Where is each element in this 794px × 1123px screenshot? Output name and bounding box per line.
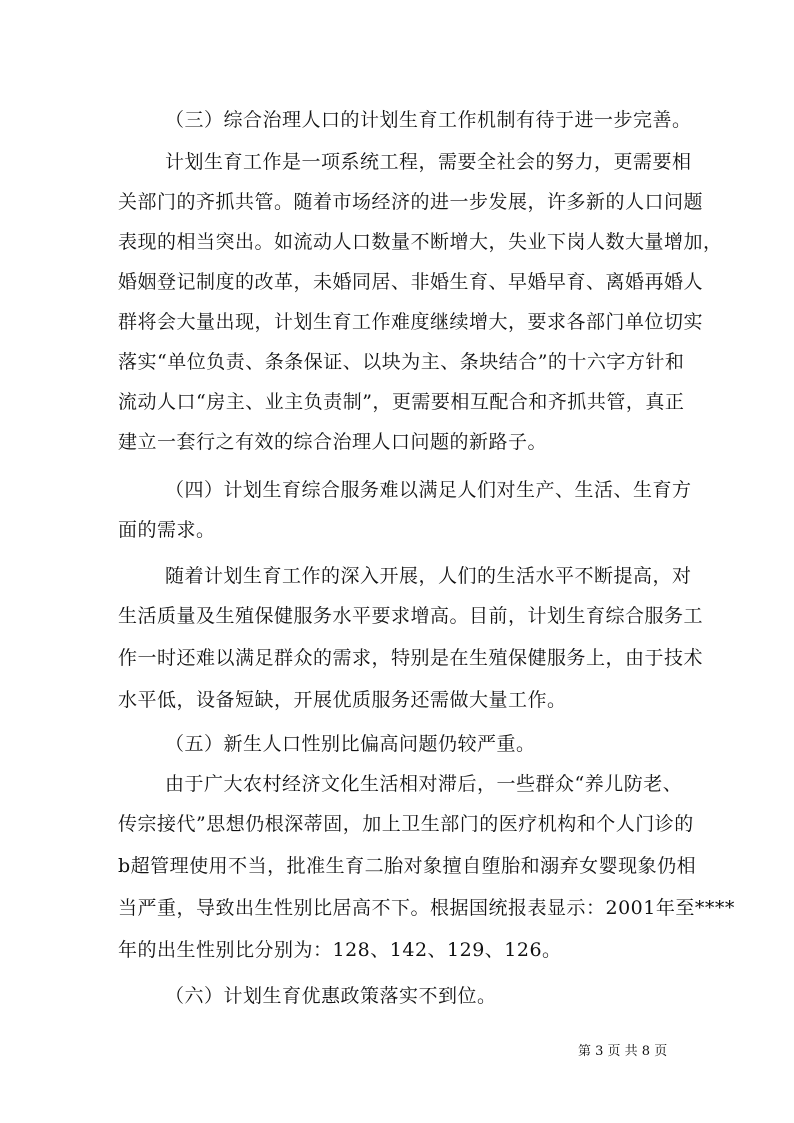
paragraph-line: 作一时还难以满足群众的需求，特别是在生殖保健服务上，由于技术 bbox=[118, 647, 704, 669]
paragraph-line: 随着计划生育工作的深入开展，人们的生活水平不断提高，对 bbox=[165, 565, 692, 587]
paragraph-line: 关部门的齐抓共管。随着市场经济的进一步发展，许多新的人口问题 bbox=[118, 191, 704, 213]
paragraph-line: 计划生育工作是一项系统工程，需要全社会的努力，更需要相 bbox=[165, 151, 692, 173]
paragraph-line: 当严重，导致出生性别比居高不下。根据国统报表显示：2001年至**** bbox=[118, 897, 735, 919]
paragraph-line: 年的出生性别比分别为：128、142、129、126。 bbox=[118, 939, 562, 961]
heading-3: （三）综合治理人口的计划生育工作机制有待于进一步完善。 bbox=[165, 109, 692, 131]
paragraph-line: b超管理使用不当，批准生育二胎对象擅自堕胎和溺弃女婴现象仍相 bbox=[118, 855, 697, 877]
paragraph-line: 群将会大量出现，计划生育工作难度继续增大，要求各部门单位切实 bbox=[118, 311, 704, 333]
paragraph-line: 由于广大农村经济文化生活相对滞后，一些群众“养儿防老、 bbox=[165, 773, 683, 795]
paragraph-line: 流动人口“房主、业主负责制”，更需要相互配合和齐抓共管，真正 bbox=[118, 391, 685, 413]
heading-4-continuation: 面的需求。 bbox=[118, 519, 216, 541]
paragraph-line: 表现的相当突出。如流动人口数量不断增大，失业下岗人数大量增加， bbox=[118, 231, 723, 253]
heading-5: （五）新生人口性别比偏高问题仍较严重。 bbox=[165, 733, 536, 755]
paragraph-line: 生活质量及生殖保健服务水平要求增高。目前，计划生育综合服务工 bbox=[118, 605, 704, 627]
paragraph-line: 落实“单位负责、条条保证、以块为主、条块结合”的十六字方针和 bbox=[118, 351, 685, 373]
heading-6: （六）计划生育优惠政策落实不到位。 bbox=[165, 985, 497, 1007]
paragraph-line: 水平低，设备短缺，开展优质服务还需做大量工作。 bbox=[118, 689, 567, 711]
heading-4: （四）计划生育综合服务难以满足人们对生产、生活、生育方 bbox=[165, 479, 692, 501]
paragraph-line: 婚姻登记制度的改革，未婚同居、非婚生育、早婚早育、离婚再婚人 bbox=[118, 271, 704, 293]
paragraph-line: 传宗接代”思想仍根深蒂固，加上卫生部门的医疗机构和个人门诊的 bbox=[118, 813, 694, 835]
paragraph-line: 建立一套行之有效的综合治理人口问题的新路子。 bbox=[118, 431, 548, 453]
page-footer: 第 3 页 共 8 页 bbox=[578, 1044, 668, 1059]
